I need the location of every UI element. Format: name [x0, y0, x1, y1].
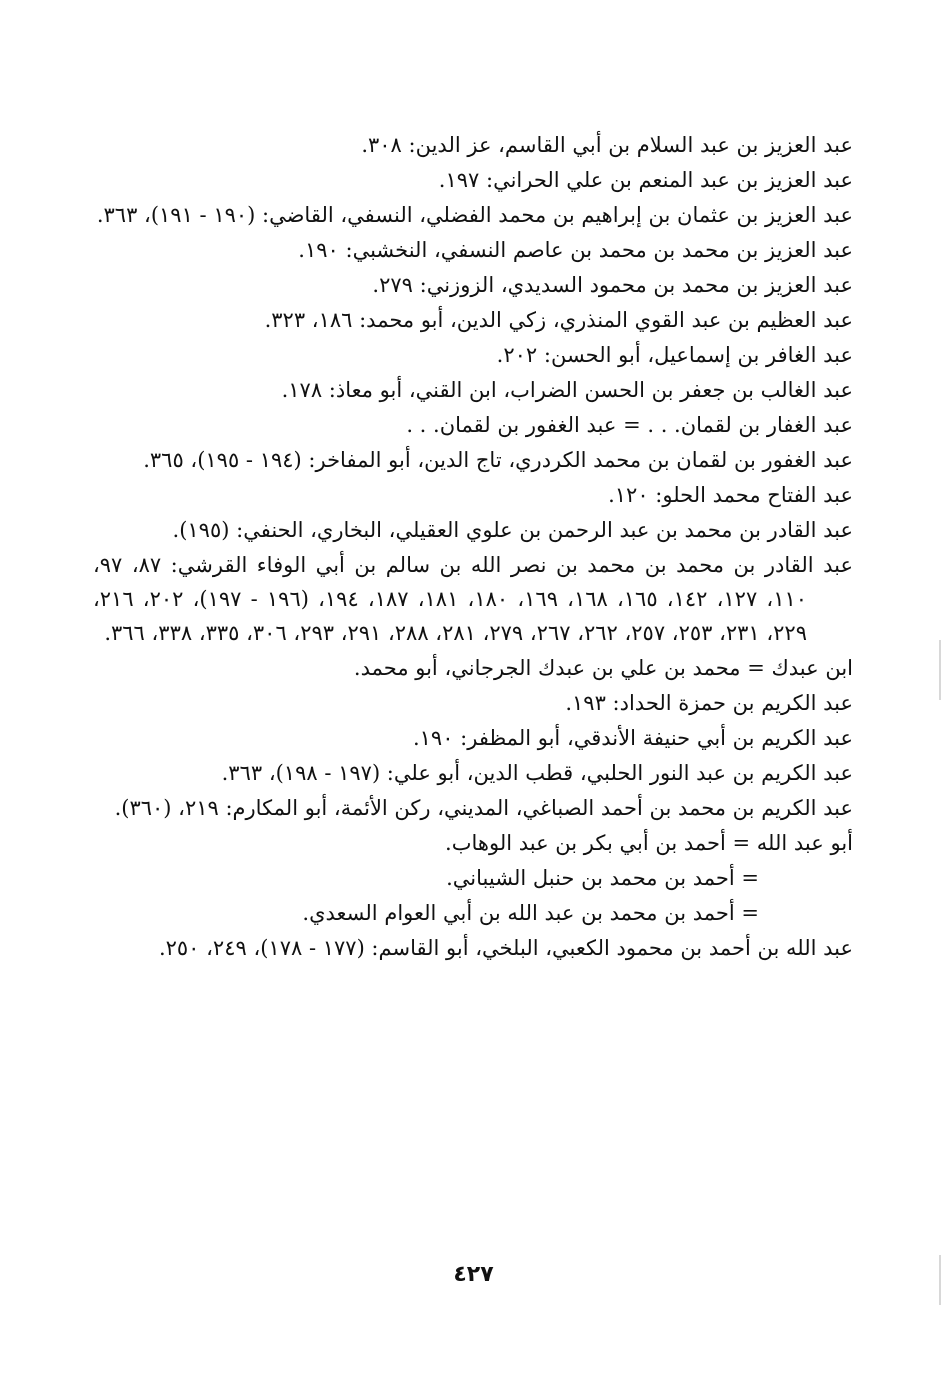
index-entry: عبد القادر بن محمد بن عبد الرحمن بن علوي العقيلي، البخاري، الحنفي: (١٩٥). [172, 518, 853, 542]
index-entry: عبد الغالب بن جعفر بن الحسن الضراب، ابن القني، أبو معاذ: ١٧٨. [281, 378, 853, 402]
index-entry: عبد الغفور بن لقمان بن محمد الكردري، تاج الدين، أبو المفاخر: (١٩٤ - ١٩٥)، ٣٦٥. [143, 448, 853, 472]
index-entry: عبد العزيز بن عثمان بن إبراهيم بن محمد الفضلي، النسفي، القاضي: (١٩٠ - ١٩١)، ٣٦٣. [96, 203, 853, 227]
index-entry: عبد العزيز بن محمد بن محمود السديدي، الزوزني: ٢٧٩. [372, 273, 853, 297]
index-entry: عبد الكريم بن محمد بن أحمد الصباغي، المديني، ركن الأئمة، أبو المكارم: ٢١٩، (٣٦٠). [114, 796, 853, 820]
index-entries [93, 128, 853, 966]
scan-edge-mark [939, 640, 941, 700]
index-entry: عبد الغفار بن لقمان. . . = عبد الغفور بن لقمان. . . [406, 413, 853, 437]
index-entry: عبد العزيز بن محمد بن محمد بن عاصم النسفي، النخشبي: ١٩٠. [298, 238, 853, 262]
index-entry: عبد القادر بن محمد بن محمد بن نصر الله بن سالم بن أبي الوفاء القرشي: ٨٧، ٩٧، ١١٠، ١٢٧، ١٤٢، ١٦٥، ١٦٨، ١٦٩، ١٨٠، ١٨١، ١٨٧، ١٩٤، (١٩٦ - ١٩٧)، ٢٠٢، ٢١٦، ٢٢٩، ٢٣١، ٢٥٣، ٢٥٧، ٢٦٢، ٢٦٧، ٢٧٩، ٢٨١، ٢٨٨، ٢٩١، ٢٩٣، ٣٠٦، ٣٣٥، ٣٣٨، ٣٦٦. [93, 553, 853, 645]
index-entry: ابن عبدك = محمد بن علي بن عبدك الجرجاني، أبو محمد. [353, 656, 853, 680]
scan-edge-mark [939, 1255, 941, 1305]
index-entry-kunya: أبو عبد الله = أحمد بن أبي بكر بن عبد الوهاب. [445, 831, 853, 855]
index-entry: عبد الغافر بن إسماعيل، أبو الحسن: ٢٠٢. [496, 343, 853, 367]
page-number: ٤٢٧ [453, 1262, 494, 1287]
index-subentry: = أحمد بن محمد بن عبد الله بن أبي العوام السعدي. [302, 901, 759, 925]
index-entry: عبد الفتاح محمد الحلو: ١٢٠. [608, 483, 853, 507]
index-entry: عبد العظيم بن عبد القوي المنذري، زكي الدين، أبو محمد: ١٨٦، ٣٢٣. [264, 308, 853, 332]
index-entry: عبد الله بن أحمد بن محمود الكعبي، البلخي، أبو القاسم: (١٧٧ - ١٧٨)، ٢٤٩، ٢٥٠. [158, 936, 853, 960]
index-entry: عبد الكريم بن حمزة الحداد: ١٩٣. [565, 691, 853, 715]
index-entry: عبد الكريم بن عبد النور الحلبي، قطب الدين، أبو علي: (١٩٧ - ١٩٨)، ٣٦٣. [221, 761, 853, 785]
index-subentry: = أحمد بن محمد بن حنبل الشيباني. [446, 866, 759, 890]
index-entry: عبد الكريم بن أبي حنيفة الأندقي، أبو المظفر: ١٩٠. [412, 726, 853, 750]
index-entry: عبد العزيز بن عبد المنعم بن علي الحراني: ١٩٧. [438, 168, 853, 192]
index-entry: عبد العزيز بن عبد السلام بن أبي القاسم، عز الدين: ٣٠٨. [361, 133, 853, 157]
